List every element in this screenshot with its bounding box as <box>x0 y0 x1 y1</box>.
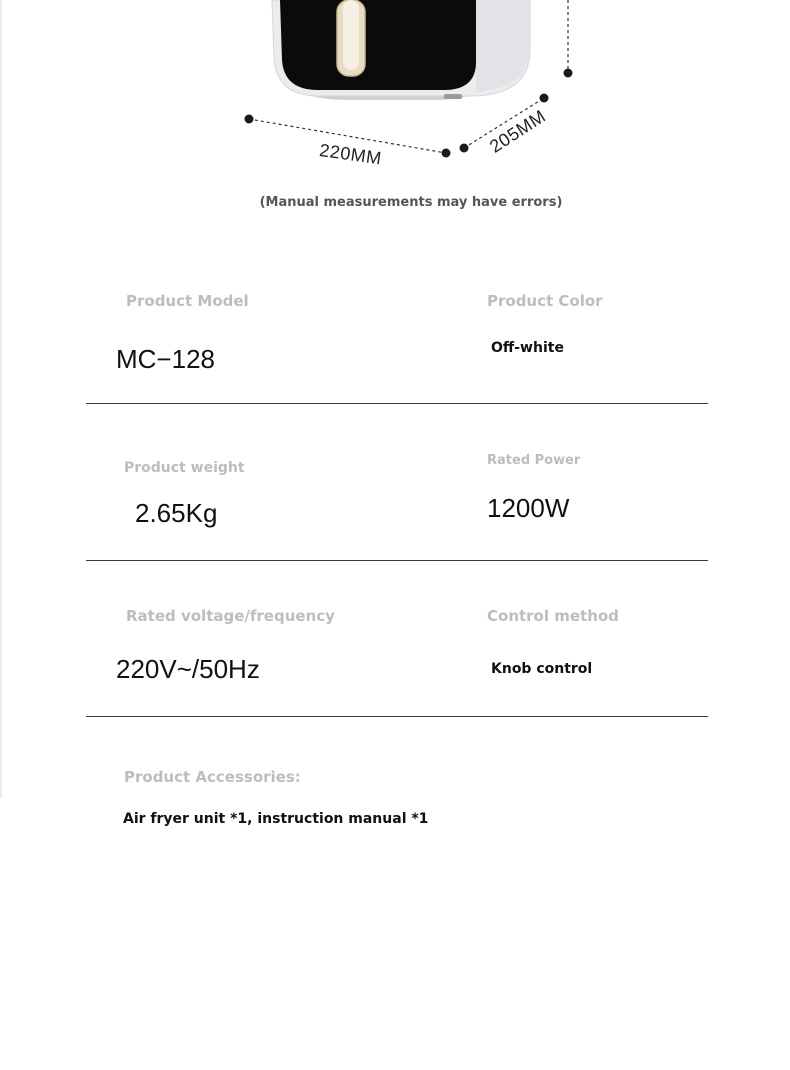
control-method-value: Knob control <box>491 661 593 677</box>
product-weight-label: Product weight <box>124 460 245 476</box>
product-model-value: MC−128 <box>116 344 215 374</box>
fryer-foot <box>444 94 462 99</box>
depth-dimension-dot-right <box>540 94 549 103</box>
depth-dimension-label: 205MM <box>486 105 550 157</box>
product-weight-value: 2.65Kg <box>135 498 218 528</box>
divider-1 <box>86 403 708 404</box>
fryer-handle-highlight <box>343 0 359 70</box>
depth-dimension-dot-left <box>460 144 469 153</box>
product-color-label: Product Color <box>487 292 603 310</box>
fryer-window <box>280 0 476 90</box>
width-dimension-label: 220MM <box>318 140 383 169</box>
width-dimension-dot-right <box>442 149 451 158</box>
divider-3 <box>86 716 708 717</box>
rated-power-label: Rated Power <box>487 453 581 468</box>
product-accessories-value: Air fryer unit *1, instruction manual *1 <box>123 811 429 827</box>
measurement-note: (Manual measurements may have errors) <box>259 195 563 210</box>
width-dimension-dot-left <box>245 115 254 124</box>
product-accessories-label: Product Accessories: <box>124 768 301 786</box>
rated-voltage-label: Rated voltage/frequency <box>126 607 335 625</box>
rated-power-value: 1200W <box>487 493 570 523</box>
product-color-value: Off-white <box>491 340 564 356</box>
height-dimension-dot <box>564 69 573 78</box>
control-method-label: Control method <box>487 607 619 625</box>
divider-2 <box>86 560 708 561</box>
product-model-label: Product Model <box>126 292 249 310</box>
rated-voltage-value: 220V~/50Hz <box>116 654 260 684</box>
air-fryer-illustration <box>0 0 790 180</box>
